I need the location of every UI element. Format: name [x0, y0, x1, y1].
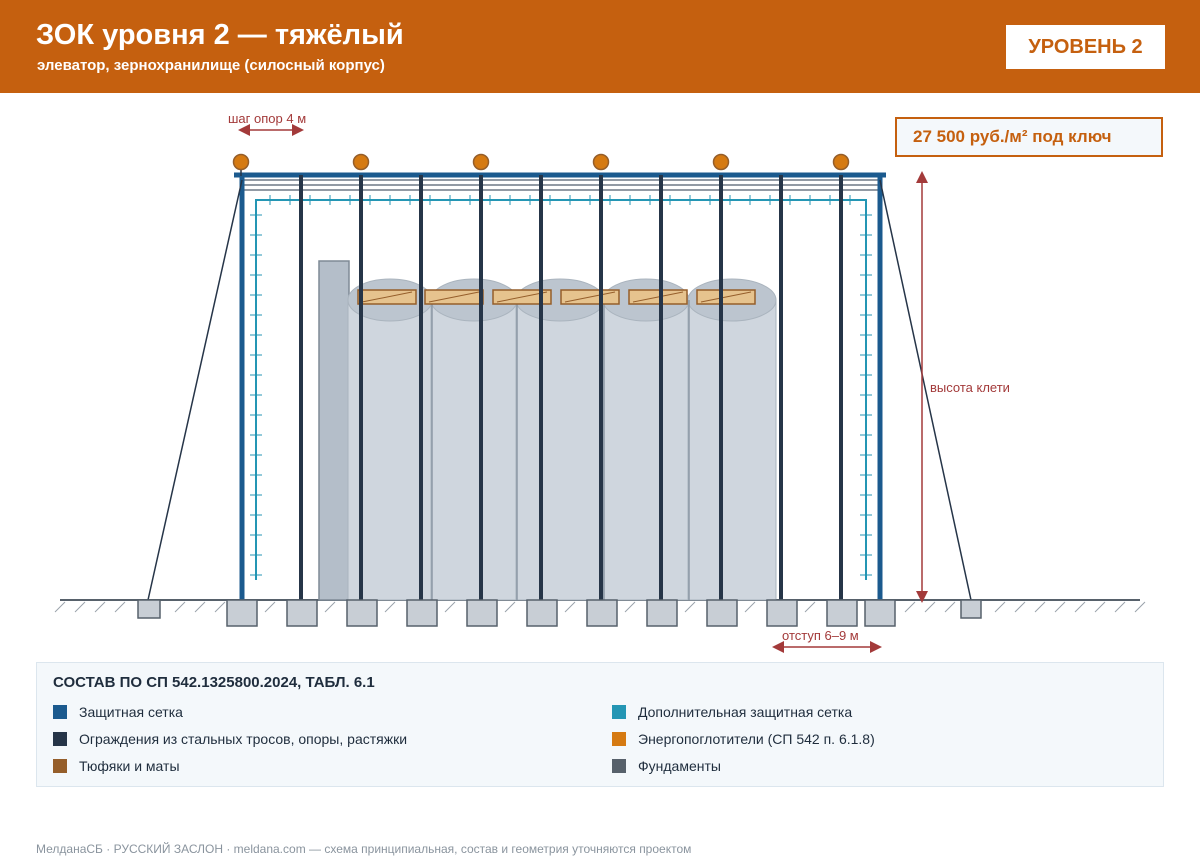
legend-item: [53, 758, 180, 774]
page-title: ЗОК уровня 2 — тяжёлый: [36, 19, 404, 51]
foundation: [961, 600, 981, 618]
top-cables: [240, 180, 880, 190]
energy-absorber: [354, 155, 369, 170]
legend-item: [53, 704, 183, 720]
foundation: [707, 600, 737, 626]
legend-item: [612, 731, 875, 747]
footer-text: МелданаСБ · РУССКИЙ ЗАСЛОН · meldana.com — схема принципиальная, состав и геометрия уточняются проектом: [36, 842, 692, 856]
energy-absorber: [594, 155, 609, 170]
foundation: [767, 600, 797, 626]
silo: [516, 300, 604, 600]
cage-height-label: высота клети: [930, 380, 1010, 395]
legend-label: Фундаменты: [638, 758, 721, 774]
legend-label: Тюфяки и маты: [79, 758, 180, 774]
silo: [603, 300, 689, 600]
foundation: [527, 600, 557, 626]
guy-rope-left: [148, 180, 242, 600]
silo: [431, 300, 517, 600]
foundation: [347, 600, 377, 626]
foundation: [865, 600, 895, 626]
support-spacing-label: шаг опор 4 м: [228, 111, 307, 126]
legend-swatch: [53, 759, 67, 773]
legend-label: Энергопоглотители (СП 542 п. 6.1.8): [638, 731, 875, 747]
legend-item: [53, 731, 407, 747]
legend-label: Защитная сетка: [79, 704, 183, 720]
foundation: [587, 600, 617, 626]
foundation: [647, 600, 677, 626]
silo-building: [319, 261, 776, 600]
foundation: [407, 600, 437, 626]
energy-absorber: [234, 155, 249, 170]
legend-label: Дополнительная защитная сетка: [638, 704, 853, 720]
legend-swatch: [53, 732, 67, 746]
level-badge: УРОВЕНЬ 2: [1006, 25, 1165, 69]
legend-title: СОСТАВ ПО СП 542.1325800.2024, ТАБЛ. 6.1: [53, 674, 375, 691]
energy-absorber: [714, 155, 729, 170]
energy-absorber: [834, 155, 849, 170]
foundations: [138, 600, 981, 626]
legend-panel: [36, 662, 1164, 787]
foundation: [467, 600, 497, 626]
foundation: [827, 600, 857, 626]
offset-label: отступ 6–9 м: [782, 628, 859, 643]
legend-item: [612, 704, 852, 720]
legend-swatch: [612, 732, 626, 746]
foundation: [138, 600, 160, 618]
legend-label: Ограждения из стальных тросов, опоры, растяжки: [79, 731, 408, 747]
legend-swatch: [53, 705, 67, 719]
legend-swatch: [612, 759, 626, 773]
silo: [688, 300, 776, 600]
elevator-tower: [319, 261, 349, 600]
price-box: 27 500 руб./м² под ключ: [895, 117, 1163, 157]
energy-absorber: [474, 155, 489, 170]
legend-swatch: [612, 705, 626, 719]
foundation: [287, 600, 317, 626]
foundation: [227, 600, 257, 626]
legend-item: [612, 758, 721, 774]
page-subtitle: элеватор, зернохранилище (силосный корпус): [37, 57, 385, 74]
